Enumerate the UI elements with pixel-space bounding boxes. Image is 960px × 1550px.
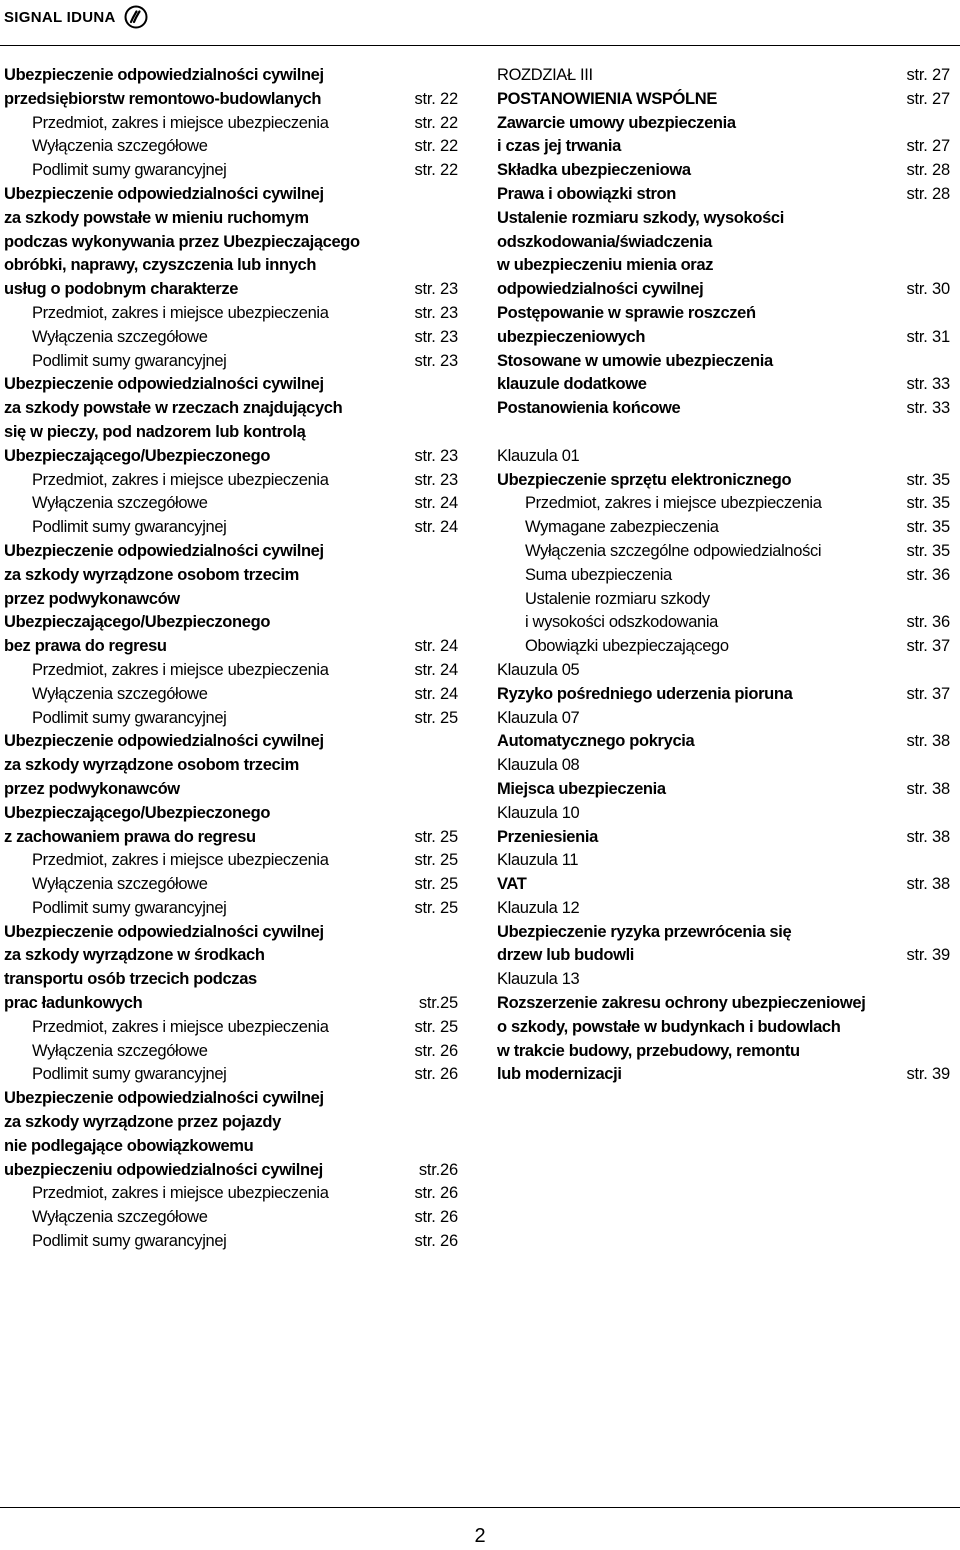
toc-entry-title: Ubezpieczającego/Ubezpieczonego [4, 803, 271, 822]
toc-entry-page: str. 22 [414, 137, 458, 156]
toc-entry [497, 1040, 950, 1064]
toc-entry [4, 1063, 458, 1087]
toc-entry-page: str. 24 [414, 494, 458, 513]
toc-entry [4, 564, 458, 588]
toc-entry [4, 254, 458, 278]
toc-entry-title: Ubezpieczającego/Ubezpieczonego [4, 446, 271, 465]
toc-entry-title: Ustalenie rozmiaru szkody, wysokości [497, 208, 784, 227]
toc-entry [497, 778, 950, 802]
toc-entry [4, 1230, 458, 1254]
toc-entry-page: str. 36 [906, 613, 950, 632]
toc-entry [4, 873, 458, 897]
toc-entry [497, 588, 950, 612]
toc-entry [4, 921, 458, 945]
toc-entry-title: transportu osób trzecich podczas [4, 970, 257, 989]
toc-entry [4, 445, 458, 469]
toc-entry [497, 564, 950, 588]
toc-entry-page: str. 35 [906, 541, 950, 560]
toc-entry-title: odpowiedzialności cywilnej [497, 280, 704, 299]
toc-entry [497, 992, 950, 1016]
toc-entry-title: Przedmiot, zakres i miejsce ubezpieczenia [32, 303, 329, 322]
toc-entry [497, 88, 950, 112]
toc-entry [4, 778, 458, 802]
toc-entry-title: Wyłączenia szczegółowe [32, 327, 208, 346]
toc-entry-page: str. 36 [906, 565, 950, 584]
toc-entry-title: Ryzyko pośredniego uderzenia pioruna [497, 684, 793, 703]
toc-entry [4, 754, 458, 778]
toc-entry [497, 540, 950, 564]
toc-entry-page: str. 25 [414, 898, 458, 917]
toc-entry [4, 326, 458, 350]
toc-entry-title: za szkody wyrządzone osobom trzecim [4, 756, 299, 775]
toc-entry [497, 183, 950, 207]
toc-entry-page: str. 24 [414, 518, 458, 537]
toc-entry-page: str. 33 [906, 375, 950, 394]
toc-entry [497, 492, 950, 516]
toc-entry [497, 350, 950, 374]
toc-entry-page: str. 27 [906, 89, 950, 108]
toc-entry [497, 754, 950, 778]
toc-entry-title: Podlimit sumy gwarancyjnej [32, 161, 227, 180]
toc-entry-page: str. 30 [906, 280, 950, 299]
toc-entry [497, 278, 950, 302]
toc-entry-title: Przedmiot, zakres i miejsce ubezpieczenia [32, 113, 329, 132]
toc-entry [497, 516, 950, 540]
toc-entry-title: Podlimit sumy gwarancyjnej [32, 898, 227, 917]
toc-entry-title: i czas jej trwania [497, 137, 621, 156]
toc-entry [497, 683, 950, 707]
toc-entry-page: str. 23 [414, 351, 458, 370]
toc-entry-title: Ubezpieczenie odpowiedzialności cywilnej [4, 732, 324, 751]
toc-entry [4, 659, 458, 683]
toc-entry [497, 659, 950, 683]
toc-entry [4, 588, 458, 612]
toc-entry-title: Podlimit sumy gwarancyjnej [32, 518, 227, 537]
toc-entry-title: Klauzula 05 [497, 660, 580, 679]
toc-entry-title: Stosowane w umowie ubezpieczenia [497, 351, 773, 370]
toc-entry [4, 516, 458, 540]
toc-entry-page: str. 25 [414, 851, 458, 870]
toc-entry [497, 873, 950, 897]
toc-entry-page: str. 22 [414, 113, 458, 132]
toc-entry-title: Postanowienia końcowe [497, 399, 681, 418]
toc-entry [4, 207, 458, 231]
toc-entry-page: str. 25 [414, 875, 458, 894]
toc-entry [497, 1016, 950, 1040]
toc-entry-title: za szkody wyrządzone osobom trzecim [4, 565, 299, 584]
toc-entry-title: Ubezpieczenie odpowiedzialności cywilnej [4, 184, 324, 203]
toc-entry [4, 635, 458, 659]
toc-entry-title: Klauzula 07 [497, 708, 580, 727]
toc-entry-page: str. 22 [414, 161, 458, 180]
toc-entry [497, 826, 950, 850]
toc-entry [4, 1087, 458, 1111]
toc-entry [4, 159, 458, 183]
toc-entry-title: klauzule dodatkowe [497, 375, 647, 394]
toc-entry [497, 302, 950, 326]
toc-entry [4, 1182, 458, 1206]
toc-entry-title: Klauzula 11 [497, 851, 579, 870]
toc-entry-title: Rozszerzenie zakresu ochrony ubezpieczeniowej [497, 994, 866, 1013]
toc-entry-page: str. 35 [906, 470, 950, 489]
toc-entry [497, 469, 950, 493]
brand-name: SIGNAL IDUNA [4, 8, 116, 26]
toc-entry [497, 445, 950, 469]
toc-entry-page: str. 35 [906, 494, 950, 513]
toc-entry-page: str. 23 [414, 470, 458, 489]
toc-entry-page: str. 24 [414, 637, 458, 656]
toc-entry-title: Ubezpieczającego/Ubezpieczonego [4, 613, 271, 632]
toc-entry-title: z zachowaniem prawa do regresu [4, 827, 256, 846]
toc-entry-title: obróbki, naprawy, czyszczenia lub innych [4, 256, 317, 275]
toc-entry-page: str.26 [418, 1160, 458, 1179]
top-divider [0, 45, 960, 46]
toc-entry-page: str. 24 [414, 660, 458, 679]
toc-entry [497, 373, 950, 397]
toc-entry-page: str. 23 [414, 327, 458, 346]
toc-entry-title: Przedmiot, zakres i miejsce ubezpieczenia [32, 1184, 329, 1203]
toc-entry-title: w trakcie budowy, przebudowy, remontu [497, 1041, 800, 1060]
toc-entry-title: za szkody wyrządzone w środkach [4, 946, 265, 965]
toc-entry [497, 64, 950, 88]
toc-entry-title: Ubezpieczenie ryzyka przewrócenia się [497, 922, 792, 941]
toc-entry-title: Klauzula 08 [497, 756, 580, 775]
toc-entry-page: str. 24 [414, 684, 458, 703]
toc-entry [4, 1135, 458, 1159]
toc-entry-title: przez podwykonawców [4, 779, 180, 798]
toc-entry-title: Klauzula 10 [497, 803, 580, 822]
toc-entry [4, 683, 458, 707]
toc-entry-title: Wyłączenia szczególne odpowiedzialności [525, 541, 822, 560]
toc-entry-title: za szkody wyrządzone przez pojazdy [4, 1113, 281, 1132]
toc-entry-title: za szkody powstałe w rzeczach znajdujących [4, 399, 343, 418]
toc-entry-page: str. 39 [906, 1065, 950, 1084]
toc-entry-title: bez prawa do regresu [4, 637, 167, 656]
toc-entry-title: Wyłączenia szczegółowe [32, 1208, 208, 1227]
toc-entry-title: przez podwykonawców [4, 589, 180, 608]
toc-entry-title: usług o podobnym charakterze [4, 280, 239, 299]
toc-entry-page: str. 38 [906, 779, 950, 798]
toc-entry [4, 373, 458, 397]
toc-entry-title: Przedmiot, zakres i miejsce ubezpieczenia [32, 660, 329, 679]
toc-entry-title: Przedmiot, zakres i miejsce ubezpieczenia [32, 470, 329, 489]
toc-entry [4, 802, 458, 826]
toc-entry [497, 207, 950, 231]
toc-entry-title: Klauzula 13 [497, 970, 580, 989]
toc-entry [497, 635, 950, 659]
toc-entry-page: str. 35 [906, 518, 950, 537]
toc-entry [497, 707, 950, 731]
toc-entry-title: Przedmiot, zakres i miejsce ubezpieczenia [32, 1017, 329, 1036]
toc-entry-title: Wymagane zabezpieczenia [525, 518, 719, 537]
toc-entry-title: Wyłączenia szczegółowe [32, 1041, 208, 1060]
toc-entry-page: str. 26 [414, 1041, 458, 1060]
toc-entry [497, 921, 950, 945]
toc-entry [497, 397, 950, 421]
toc-entry-page: str. 25 [414, 1017, 458, 1036]
toc-entry-title: Ubezpieczenie sprzętu elektronicznego [497, 470, 792, 489]
toc-entry-title: POSTANOWIENIA WSPÓLNE [497, 89, 717, 108]
toc-entry-page: str. 28 [906, 161, 950, 180]
page-header [4, 3, 148, 31]
toc-entry [4, 1016, 458, 1040]
toc-entry-title: Ubezpieczenie odpowiedzialności cywilnej [4, 541, 324, 560]
toc-entry-page: str. 23 [414, 280, 458, 299]
toc-entry [497, 849, 950, 873]
toc-entry-title: Wyłączenia szczegółowe [32, 137, 208, 156]
toc-entry-title: drzew lub budowli [497, 946, 635, 965]
toc-entry-title: Zawarcie umowy ubezpieczenia [497, 113, 736, 132]
toc-entry [4, 730, 458, 754]
bottom-divider [0, 1507, 960, 1508]
toc-entry [4, 1040, 458, 1064]
toc-entry [4, 1111, 458, 1135]
toc-entry [4, 1159, 458, 1183]
toc-entry-page: str. 26 [414, 1232, 458, 1251]
toc-entry [497, 944, 950, 968]
toc-entry-title: Wyłączenia szczegółowe [32, 684, 208, 703]
toc-entry-title: Klauzula 12 [497, 898, 580, 917]
toc-entry [4, 992, 458, 1016]
toc-entry [4, 897, 458, 921]
toc-entry-title: Miejsca ubezpieczenia [497, 779, 666, 798]
toc-entry-page: str. 28 [906, 184, 950, 203]
toc-entry-title: Podlimit sumy gwarancyjnej [32, 351, 227, 370]
toc-entry [497, 254, 950, 278]
toc-entry-page: str. 37 [906, 684, 950, 703]
toc-spacer [497, 421, 950, 445]
toc-entry-page: str. 23 [414, 446, 458, 465]
toc-entry-title: Klauzula 01 [497, 446, 580, 465]
toc-entry-title: Ubezpieczenie odpowiedzialności cywilnej [4, 922, 324, 941]
toc-entry-title: ROZDZIAŁ III [497, 66, 593, 84]
toc-entry-title: nie podlegające obowiązkowemu [4, 1136, 254, 1155]
toc-entry-title: lub modernizacji [497, 1065, 622, 1084]
toc-entry [497, 968, 950, 992]
toc-entry [4, 611, 458, 635]
toc-entry-page: str.25 [418, 994, 458, 1013]
toc-entry-title: podczas wykonywania przez Ubezpieczającego [4, 232, 360, 251]
toc-entry [4, 492, 458, 516]
toc-entry-page: str. 38 [906, 732, 950, 751]
toc-entry-page: str. 26 [414, 1184, 458, 1203]
toc-entry-title: Przeniesienia [497, 827, 598, 846]
toc-entry-page: str. 38 [906, 875, 950, 894]
page-number: 2 [474, 1525, 486, 1547]
toc-entry-title: Wyłączenia szczegółowe [32, 494, 208, 513]
toc-entry-title: Podlimit sumy gwarancyjnej [32, 1065, 227, 1084]
toc-entry [497, 231, 950, 255]
toc-entry-title: Ubezpieczenie odpowiedzialności cywilnej [4, 375, 324, 394]
toc-entry-title: odszkodowania/świadczenia [497, 232, 712, 251]
toc-entry-title: ubezpieczeniowych [497, 327, 646, 346]
toc-entry [4, 707, 458, 731]
toc-entry [4, 944, 458, 968]
toc-entry-title: Prawa i obowiązki stron [497, 184, 676, 203]
toc-entry-title: VAT [497, 875, 527, 894]
toc-entry-title: Podlimit sumy gwarancyjnej [32, 1232, 227, 1251]
toc-entry-page: str. 37 [906, 637, 950, 656]
toc-entry [4, 397, 458, 421]
toc-entry [4, 135, 458, 159]
toc-entry [497, 897, 950, 921]
toc-entry-page: str. 31 [906, 327, 950, 346]
toc-entry [4, 421, 458, 445]
toc-entry [4, 112, 458, 136]
toc-entry-page: str. 39 [906, 946, 950, 965]
toc-entry-title: ubezpieczeniu odpowiedzialności cywilnej [4, 1160, 323, 1179]
toc-entry-page: str. 27 [906, 137, 950, 156]
toc-entry [4, 183, 458, 207]
toc-entry-title: w ubezpieczeniu mienia oraz [497, 256, 714, 275]
toc-entry [4, 350, 458, 374]
toc-entry [4, 278, 458, 302]
toc-entry-page: str. 27 [906, 66, 950, 84]
toc-entry-page: str. 22 [414, 89, 458, 108]
toc-entry-title: Składka ubezpieczeniowa [497, 161, 691, 180]
toc-entry-title: Obowiązki ubezpieczającego [525, 637, 729, 656]
toc-entry-title: się w pieczy, pod nadzorem lub kontrolą [4, 422, 306, 441]
toc-entry-page: str. 26 [414, 1208, 458, 1227]
toc-entry [497, 326, 950, 350]
toc-entry-page: str. 26 [414, 1065, 458, 1084]
toc-entry [4, 64, 458, 88]
toc-entry-title: Wyłączenia szczegółowe [32, 875, 208, 894]
toc-entry-title: Ustalenie rozmiaru szkody [525, 589, 710, 608]
toc-entry-title: o szkody, powstałe w budynkach i budowlach [497, 1017, 841, 1036]
toc-left-column [4, 64, 458, 1254]
toc-entry [4, 540, 458, 564]
toc-entry-title: i wysokości odszkodowania [525, 613, 719, 632]
toc-entry [4, 849, 458, 873]
toc-entry-title: Automatycznego pokrycia [497, 732, 695, 751]
toc-entry [4, 88, 458, 112]
signal-iduna-logo-icon [124, 5, 148, 29]
toc-entry-page: str. 23 [414, 303, 458, 322]
toc-entry-page: str. 25 [414, 708, 458, 727]
toc-entry-title: Postępowanie w sprawie roszczeń [497, 303, 756, 322]
toc-right-column [497, 64, 950, 1087]
toc-entry [4, 826, 458, 850]
toc-entry [497, 135, 950, 159]
toc-entry [497, 611, 950, 635]
toc-entry-title: Suma ubezpieczenia [525, 565, 672, 584]
toc-entry [497, 159, 950, 183]
toc-entry-title: za szkody powstałe w mieniu ruchomym [4, 208, 309, 227]
toc-entry-page: str. 25 [414, 827, 458, 846]
toc-entry [497, 1063, 950, 1087]
toc-entry-title: Ubezpieczenie odpowiedzialności cywilnej [4, 1089, 324, 1108]
toc-entry-title: prac ładunkowych [4, 994, 143, 1013]
toc-entry [4, 231, 458, 255]
toc-entry [497, 730, 950, 754]
toc-entry-title: przedsiębiorstw remontowo-budowlanych [4, 89, 322, 108]
toc-entry-page: str. 38 [906, 827, 950, 846]
toc-entry [4, 302, 458, 326]
toc-entry-title: Przedmiot, zakres i miejsce ubezpieczenia [32, 851, 329, 870]
toc-entry [497, 802, 950, 826]
toc-entry [4, 968, 458, 992]
toc-entry [4, 469, 458, 493]
toc-entry [497, 112, 950, 136]
toc-entry [4, 1206, 458, 1230]
toc-entry-title: Ubezpieczenie odpowiedzialności cywilnej [4, 66, 324, 84]
toc-entry-page: str. 33 [906, 399, 950, 418]
toc-entry-title: Przedmiot, zakres i miejsce ubezpieczenia [525, 494, 822, 513]
toc-entry-title: Podlimit sumy gwarancyjnej [32, 708, 227, 727]
